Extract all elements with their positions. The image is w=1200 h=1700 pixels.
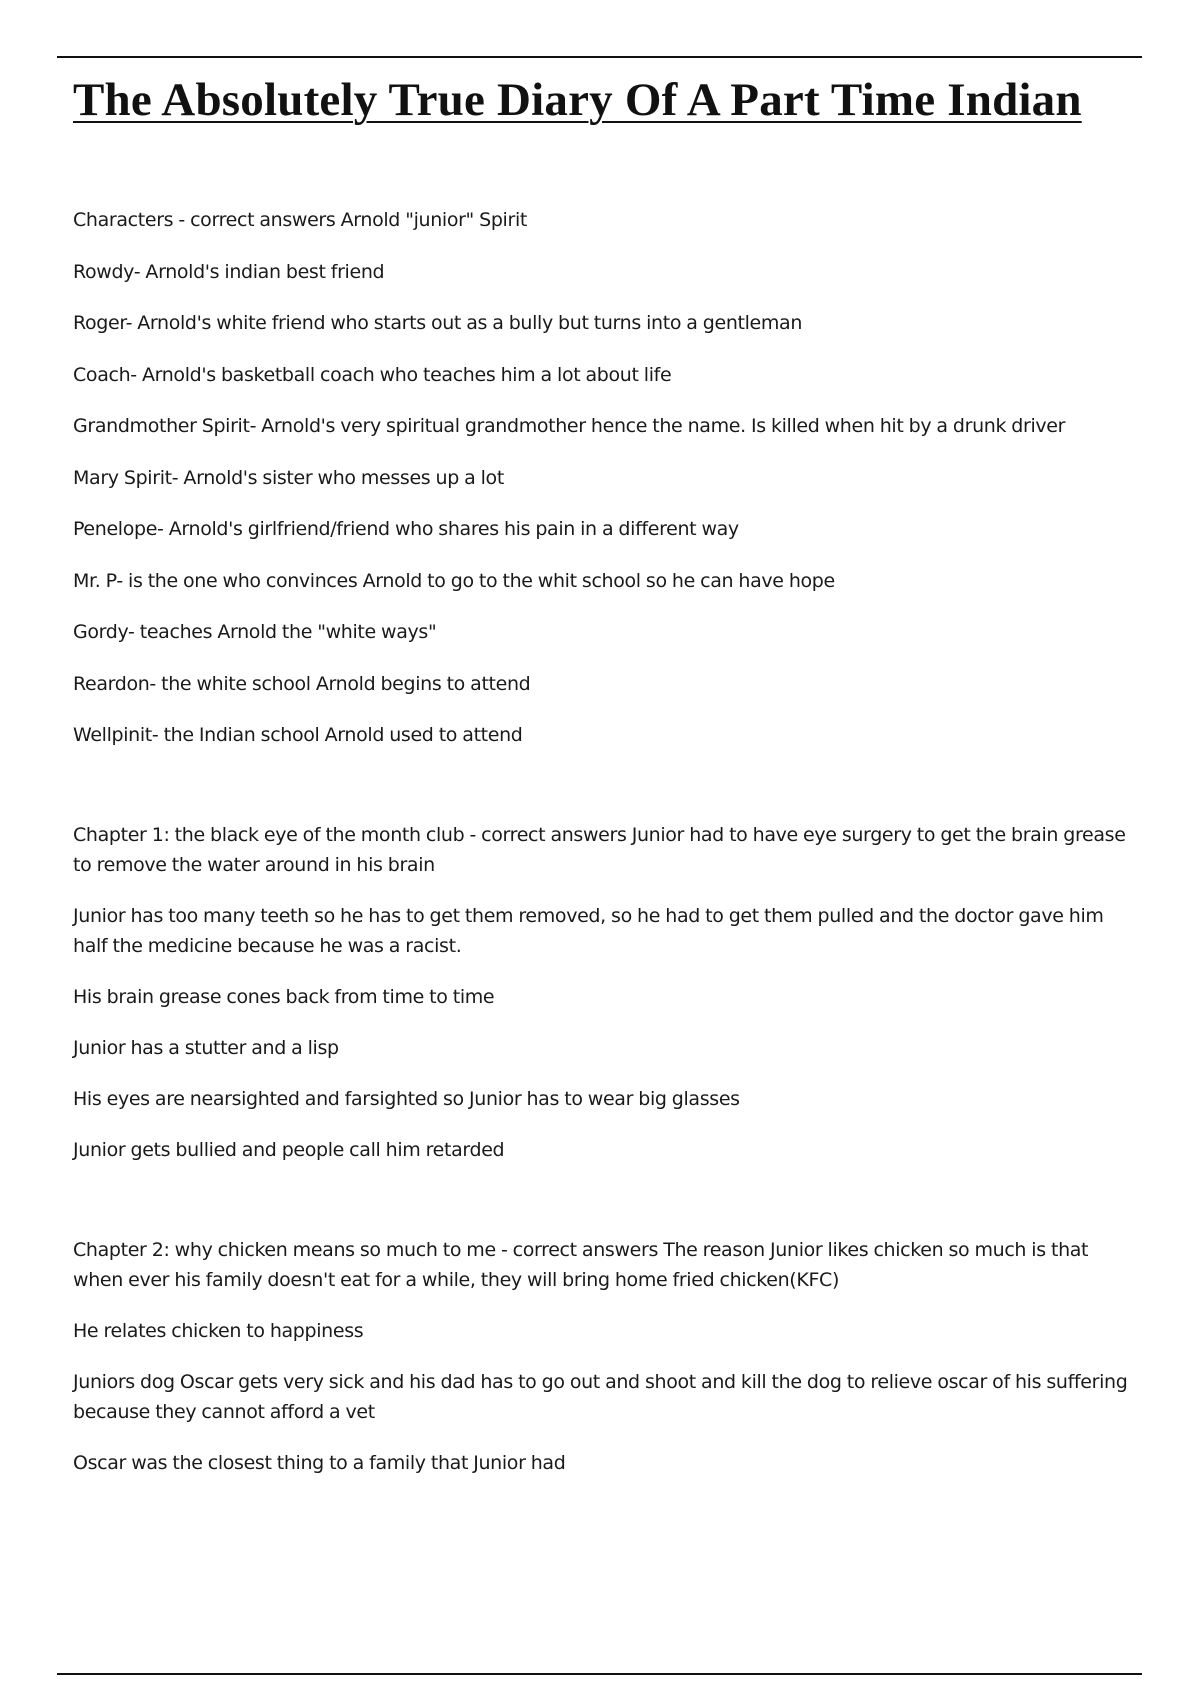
paragraph: Mr. P- is the one who convinces Arnold to go to the whit school so he can have hope [73,569,835,592]
paragraph: He relates chicken to happiness [73,1320,364,1342]
paragraph: Junior gets bullied and people call him retarded [73,1139,505,1161]
paragraph: His brain grease cones back from time to time [73,986,495,1008]
paragraph: Penelope- Arnold's girlfriend/friend who shares his pain in a different way [73,518,739,540]
paragraph: Rowdy- Arnold's indian best friend [73,260,385,283]
paragraph: Coach- Arnold's basketball coach who teaches him a lot about life [73,363,672,386]
top-rule [57,56,1142,58]
paragraph: Gordy- teaches Arnold the "white ways" [73,621,437,643]
paragraph: Wellpinit- the Indian school Arnold used to attend [73,724,523,746]
paragraph: Chapter 1: the black eye of the month club - correct answers Junior had to have eye surgery to get the brain grease to remove the water around in his brain [73,824,1126,876]
chapter-1-section [73,820,1133,1165]
paragraph: Junior has too many teeth so he has to get them removed, so he had to get them pulled and the doctor gave him half the medicine because he was a racist. [73,905,1104,957]
paragraph: Junior has a stutter and a lisp [73,1037,339,1059]
paragraph: Mary Spirit- Arnold's sister who messes up a lot [73,466,504,489]
characters-section [73,205,1133,750]
paragraph: Juniors dog Oscar gets very sick and his dad has to go out and shoot and kill the dog to relieve oscar of his suffering because they cannot afford a vet [73,1371,1128,1423]
document-body [73,205,1133,1499]
paragraph: Chapter 2: why chicken means so much to me - correct answers The reason Junior likes chicken so much is that when ever his family doesn't eat for a while, they will bring home fried chicken(KFC) [73,1239,1089,1291]
paragraph: Characters - correct answers Arnold "junior" Spirit [73,209,527,231]
paragraph: Grandmother Spirit- Arnold's very spiritual grandmother hence the name. Is killed when hit by a drunk driver [73,415,1066,437]
paragraph: Oscar was the closest thing to a family that Junior had [73,1452,566,1474]
bottom-rule [57,1673,1142,1675]
paragraph: His eyes are nearsighted and farsighted so Junior has to wear big glasses [73,1088,740,1110]
document-title: The Absolutely True Diary Of A Part Time Indian [73,74,1082,126]
chapter-2-section [73,1235,1133,1478]
paragraph: Roger- Arnold's white friend who starts out as a bully but turns into a gentleman [73,312,803,334]
paragraph: Reardon- the white school Arnold begins to attend [73,672,531,695]
